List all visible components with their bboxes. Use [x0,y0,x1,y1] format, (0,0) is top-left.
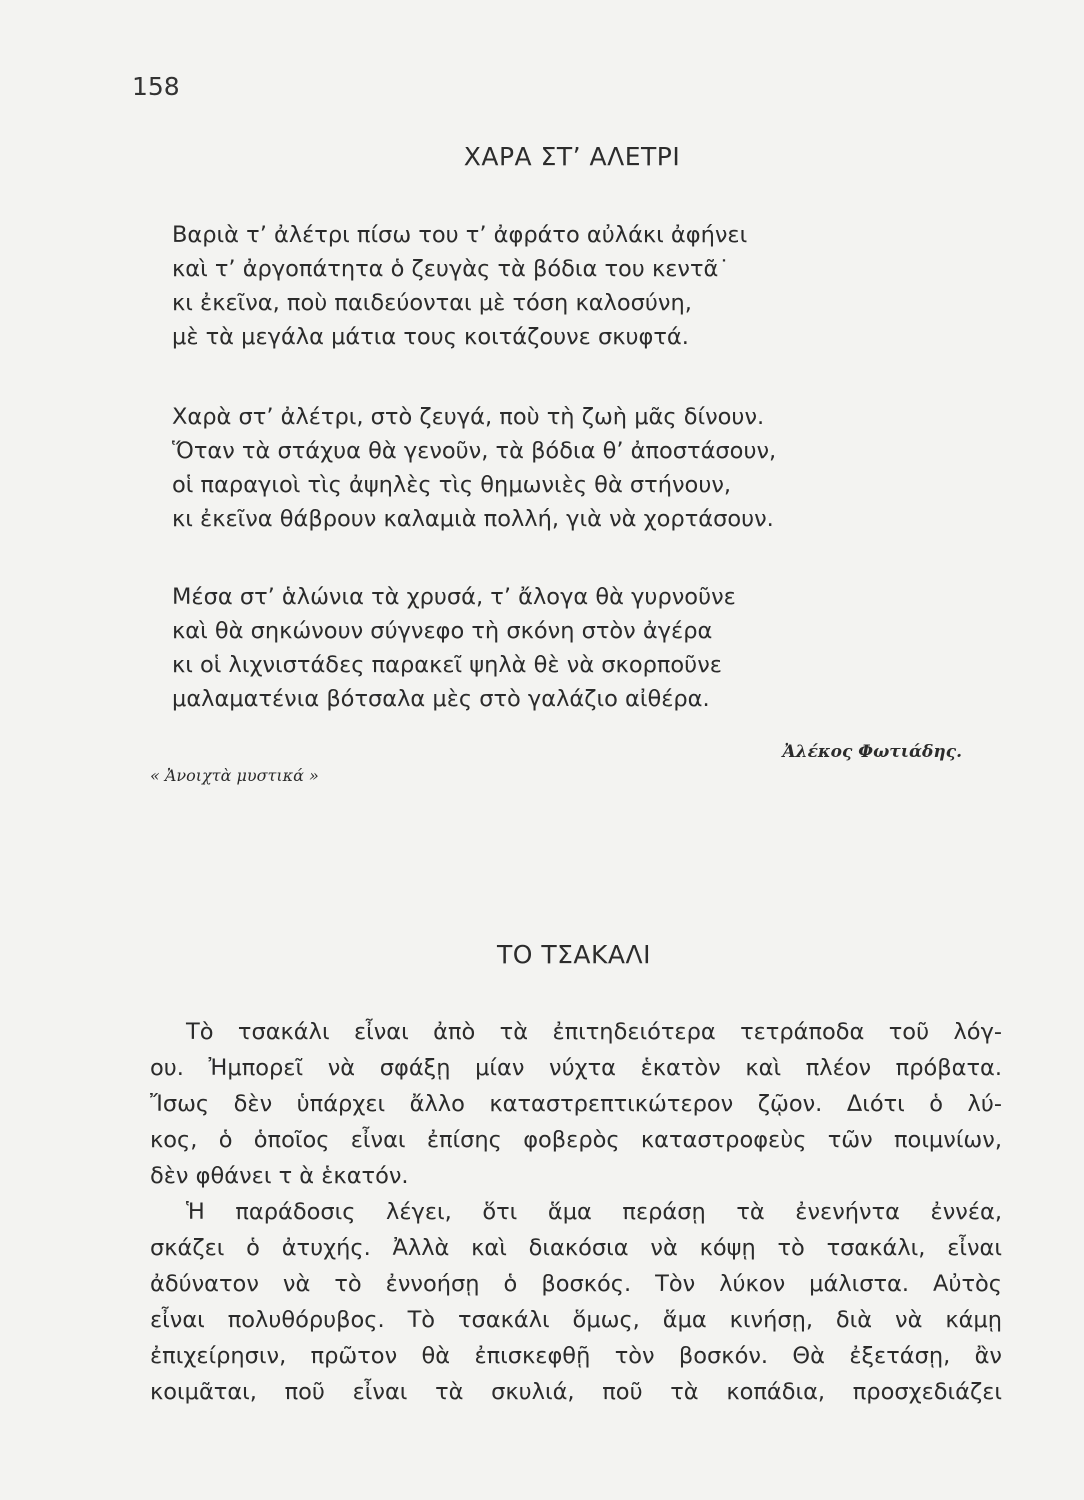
paragraph-line: εἶναι πολυθόρυβος. Τὸ τσακάλι ὅμως, ἅμα κινήσῃ, διὰ νὰ κάμῃ [150,1307,1002,1333]
paragraph-line: ἀδύνατον νὰ τὸ ἐννοήσῃ ὁ βοσκός. Τὸν λύκον μάλιστα. Αὐτὸς [150,1271,1002,1297]
paragraph-line: ἐπιχείρησιν, πρῶτον θὰ ἐπισκεφθῇ τὸν βοσκόν. Θὰ ἐξετάσῃ, ἂν [150,1343,1002,1369]
poem-line: οἱ παραγιοὶ τὶς ἀψηλὲς τὶς θημωνιὲς θὰ στήνουν, [172,472,732,498]
article-paragraph [150,1194,1002,1410]
paragraph-line: ου. Ἠμπορεῖ νὰ σφάξῃ μίαν νύχτα ἑκατὸν καὶ πλέον πρόβατα. [150,1055,1002,1081]
paragraph-line: Τὸ τσακάλι εἶναι ἀπὸ τὰ ἐπιτηδειότερα τετράποδα τοῦ λόγ- [186,1019,1002,1045]
poem-source: « Ἀνοιχτὰ μυστικά » [150,766,319,785]
article-paragraph [150,1014,1002,1194]
poem-line: Μέσα στ’ ἁλώνια τὰ χρυσά, τ’ ἄλογα θὰ γυρνοῦνε [172,584,736,610]
paragraph-line: Ἡ παράδοσις λέγει, ὅτι ἅμα περάσῃ τὰ ἐνενήντα ἐννέα, [186,1199,1002,1225]
poem-line: καὶ θὰ σηκώνουν σύγνεφο τὴ σκόνη στὸν ἀγέρα [172,618,713,644]
poem-line: Βαριὰ τ’ ἀλέτρι πίσω του τ’ ἀφράτο αὐλάκι ἀφήνει [172,222,748,248]
poem-stanza [172,400,776,536]
paragraph-line: κοιμᾶται, ποῦ εἶναι τὰ σκυλιά, ποῦ τὰ κοπάδια, προσχεδιάζει [150,1379,1002,1405]
paragraph-line: Ἴσως δὲν ὑπάρχει ἄλλο καταστρεπτικώτερον ζῷον. Διότι ὁ λύ- [150,1091,1002,1117]
poem-stanza [172,218,747,354]
paragraph-line: δὲν φθάνει τ ὰ ἑκατόν. [150,1163,409,1189]
paragraph-line: σκάζει ὁ ἀτυχής. Ἀλλὰ καὶ διακόσια νὰ κόψῃ τὸ τσακάλι, εἶναι [150,1235,1002,1261]
poem-line: μὲ τὰ μεγάλα μάτια τους κοιτάζουνε σκυφτά. [172,324,689,350]
poem-stanza [172,580,736,716]
poem-author: Ἀλέκος Φωτιάδης. [782,742,962,762]
poem-line: κι οἱ λιχνιστάδες παρακεῖ ψηλὰ θὲ νὰ σκορποῦνε [172,652,722,678]
article-title: ΤΟ ΤΣΑΚΑΛΙ [496,940,652,969]
poem-line: Χαρὰ στ’ ἀλέτρι, στὸ ζευγά, ποὺ τὴ ζωὴ μᾶς δίνουν. [172,404,765,430]
poem-line: Ὅταν τὰ στάχυα θὰ γενοῦν, τὰ βόδια θ’ ἀποστάσουν, [172,438,777,464]
page-number: 158 [132,72,180,101]
poem-line: καὶ τ’ ἀργοπάτητα ὁ ζευγὰς τὰ βόδια του κεντᾶ˙ [172,256,730,282]
poem-line: κι ἐκεῖνα, ποὺ παιδεύονται μὲ τόση καλοσύνη, [172,290,692,316]
paragraph-line: κος, ὁ ὁποῖος εἶναι ἐπίσης φοβερὸς καταστροφεὺς τῶν ποιμνίων, [150,1127,1002,1153]
poem-line: κι ἐκεῖνα θάβρουν καλαμιὰ πολλή, γιὰ νὰ χορτάσουν. [172,506,774,532]
poem-title: ΧΑΡΑ ΣΤ’ ΑΛΕΤΡΙ [463,142,681,171]
poem-line: μαλαματένια βότσαλα μὲς στὸ γαλάζιο αἰθέρα. [172,686,710,712]
